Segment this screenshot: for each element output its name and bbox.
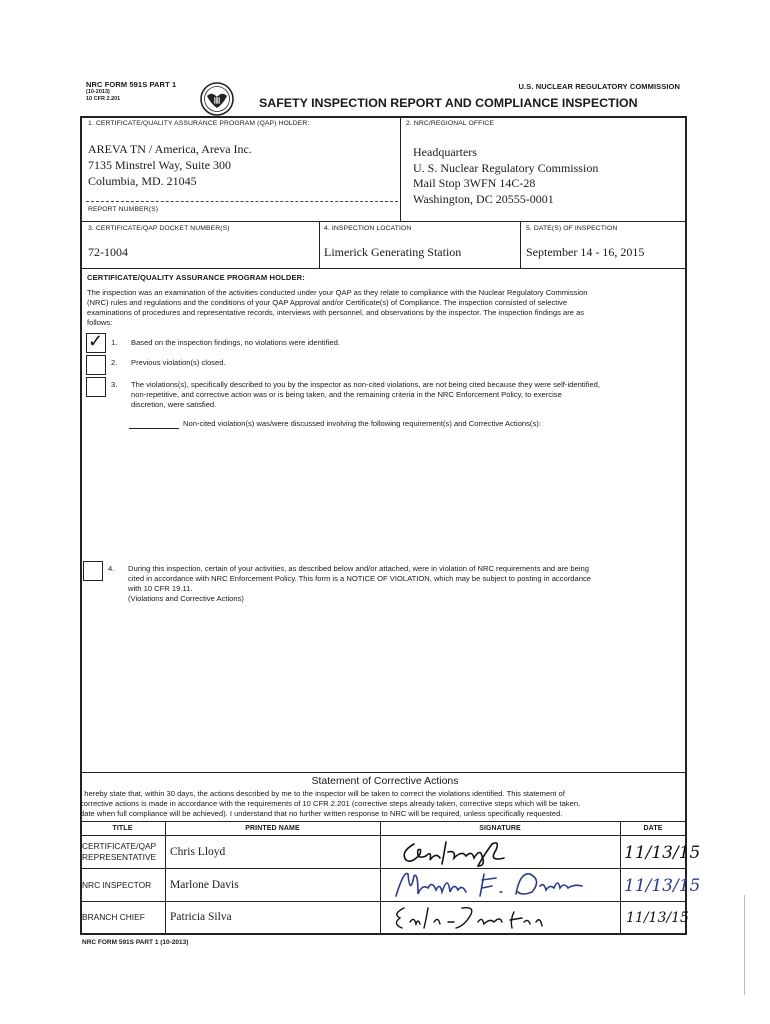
corrective-line-3: date when full compliance will be achieved). I understand that no further written response to NRC will be required, unless specifically requested. bbox=[80, 809, 563, 818]
location-value: Limerick Generating Station bbox=[324, 245, 462, 259]
rule-sections-345-top bbox=[80, 221, 686, 222]
row3-date: 11/13/15 bbox=[626, 910, 689, 926]
cfr-reference: 10 CFR 2.201 bbox=[86, 96, 121, 102]
row3-printed-name: Patricia Silva bbox=[170, 911, 232, 923]
office-line-2: U. S. Nuclear Regulatory Commission bbox=[413, 160, 599, 175]
report-number-label: REPORT NUMBER(S) bbox=[88, 206, 159, 213]
item3-line-2: non-repetitive, and corrective action was or is being taken, and the remaining criteria in the NRC Enforcement Policy, to exercise bbox=[131, 390, 562, 399]
header-date: DATE bbox=[643, 825, 663, 832]
frame-top bbox=[80, 116, 686, 118]
header-title: TITLE bbox=[112, 825, 133, 832]
row3-signature bbox=[390, 902, 550, 932]
row3-title: BRANCH CHIEF bbox=[82, 912, 145, 922]
findings-intro bbox=[87, 288, 679, 328]
location-label: 4. INSPECTION LOCATION bbox=[324, 225, 412, 232]
header-printed-name: PRINTED NAME bbox=[245, 825, 300, 832]
corrective-statement bbox=[80, 789, 684, 819]
item1-number: 1. bbox=[111, 338, 118, 347]
docket-value: 72-1004 bbox=[88, 245, 128, 259]
form-date: (10-2013) bbox=[86, 89, 110, 95]
office-line-3: Mail Stop 3WFN 14C-28 bbox=[413, 176, 536, 190]
office-line-1: Headquarters bbox=[413, 145, 477, 159]
item4-line-1: During this inspection, certain of your activities, as described below and/or attached, were in violation of NRC requirements and are being bbox=[128, 564, 589, 573]
item1-checkmark: ✓ bbox=[88, 331, 104, 352]
report-number-rule bbox=[86, 201, 398, 202]
item3-number: 3. bbox=[111, 380, 118, 389]
item3-checkbox[interactable] bbox=[86, 377, 106, 397]
row2-printed-name: Marlone Davis bbox=[170, 879, 239, 891]
item4-number: 4. bbox=[108, 564, 115, 573]
findings-heading: CERTIFICATE/QUALITY ASSURANCE PROGRAM HOLDER: bbox=[87, 273, 305, 282]
office-address bbox=[413, 145, 598, 207]
item4-line-2: cited in accordance with NRC Enforcement Policy. This form is a NOTICE OF VIOLATION, which may be subject to posting in accordance bbox=[128, 574, 591, 583]
item2-number: 2. bbox=[111, 358, 118, 367]
intro-line-1: The inspection was an examination of the activities conducted under your QAP as they relate to compliance with the Nuclear Regulatory Commission bbox=[87, 288, 588, 297]
scan-edge-mark bbox=[744, 895, 745, 995]
agency-name: U.S. NUCLEAR REGULATORY COMMISSION bbox=[518, 82, 680, 91]
holder-line-1: AREVA TN / America, Areva Inc. bbox=[88, 142, 252, 156]
item3-text bbox=[131, 380, 681, 410]
date-label: 5. DATE(S) OF INSPECTION bbox=[526, 225, 618, 232]
form-id: NRC FORM 591S PART 1 bbox=[86, 80, 177, 89]
item4-checkbox[interactable] bbox=[83, 561, 103, 581]
intro-line-4: follows: bbox=[87, 318, 113, 327]
row1-signature bbox=[396, 838, 516, 868]
item4-line-3: with 10 CFR 19.11. bbox=[128, 584, 193, 593]
intro-line-2: (NRC) rules and regulations and the conditions of your QAP Approval and/or Certificate(s) of Compliance. The inspection consisted of selective bbox=[87, 298, 568, 307]
corrective-line-2: corrective actions is made in accordance with the requirements of 10 CFR 2.201 (corrective steps already taken, corrective steps which will be taken, bbox=[80, 799, 581, 808]
divider-docket-location bbox=[319, 221, 320, 269]
row1-title-line-1: CERTIFICATE/QAP bbox=[82, 841, 157, 851]
item1-text: Based on the inspection findings, no violations were identified. bbox=[131, 338, 340, 347]
office-line-4: Washington, DC 20555-0001 bbox=[413, 191, 554, 206]
noncited-blank[interactable] bbox=[129, 428, 179, 429]
row1-date: 11/13/15 bbox=[624, 843, 701, 863]
row2-signature bbox=[392, 866, 592, 902]
item4-text bbox=[128, 564, 680, 604]
col-divider-2 bbox=[380, 821, 381, 933]
row-rule-1 bbox=[80, 868, 686, 869]
row-rule-2 bbox=[80, 901, 686, 902]
divider-location-date bbox=[520, 221, 521, 269]
holder-label: 1. CERTIFICATE/QUALITY ASSURANCE PROGRAM (QAP) HOLDER: bbox=[88, 120, 310, 127]
holder-line-2: 7135 Minstrel Way, Suite 300 bbox=[88, 158, 232, 172]
item3-line-1: The violations(s), specifically described to you by the inspector as non-cited violations, are not being cited because they were self-identified, bbox=[131, 380, 600, 389]
header-signature: SIGNATURE bbox=[479, 825, 521, 832]
row1-printed-name: Chris Lloyd bbox=[170, 846, 226, 858]
noncited-text: Non-cited violation(s) was/were discussed involving the following requirement(s) and Corrective Actions(s): bbox=[183, 419, 541, 428]
holder-address bbox=[88, 141, 252, 189]
col-divider-3 bbox=[620, 821, 621, 933]
office-label: 2. NRC/REGIONAL OFFICE bbox=[406, 120, 495, 127]
date-value: September 14 - 16, 2015 bbox=[526, 245, 645, 259]
intro-line-3: examinations of procedures and representative records, interviews with personnel, and observations by the inspector. The inspection findings are as bbox=[87, 308, 585, 317]
row2-date: 11/13/15 bbox=[624, 876, 701, 896]
item4-line-4: (Violations and Corrective Actions) bbox=[128, 594, 244, 603]
frame-right bbox=[685, 116, 687, 934]
row2-title: NRC INSPECTOR bbox=[82, 880, 152, 890]
frame-bottom bbox=[80, 933, 687, 935]
corrective-line-1: I hereby state that, within 30 days, the actions described by me to the inspector will be taken to correct the violations identified. This statement of bbox=[80, 789, 565, 798]
sig-header-rule bbox=[80, 835, 686, 836]
rule-corrective-top bbox=[80, 772, 686, 773]
row1-title bbox=[82, 841, 156, 863]
item2-checkbox[interactable] bbox=[86, 355, 106, 375]
col-divider-1 bbox=[165, 821, 166, 933]
item2-text: Previous violation(s) closed. bbox=[131, 358, 226, 367]
corrective-title: Statement of Corrective Actions bbox=[311, 775, 459, 787]
divider-holder-office bbox=[400, 116, 401, 221]
form-footer: NRC FORM 591S PART 1 (10-2013) bbox=[82, 939, 189, 946]
nrc-seal-icon bbox=[199, 82, 235, 116]
docket-label: 3. CERTIFICATE/QAP DOCKET NUMBER(S) bbox=[88, 225, 230, 232]
item3-line-3: discretion, were satisfied. bbox=[131, 400, 217, 409]
form-title: SAFETY INSPECTION REPORT AND COMPLIANCE INSPECTION bbox=[259, 96, 638, 110]
rule-findings-top bbox=[80, 268, 686, 269]
row1-title-line-2: REPRESENTATIVE bbox=[82, 852, 157, 862]
holder-line-3: Columbia, MD. 21045 bbox=[88, 174, 197, 188]
sig-table-top bbox=[80, 821, 686, 822]
